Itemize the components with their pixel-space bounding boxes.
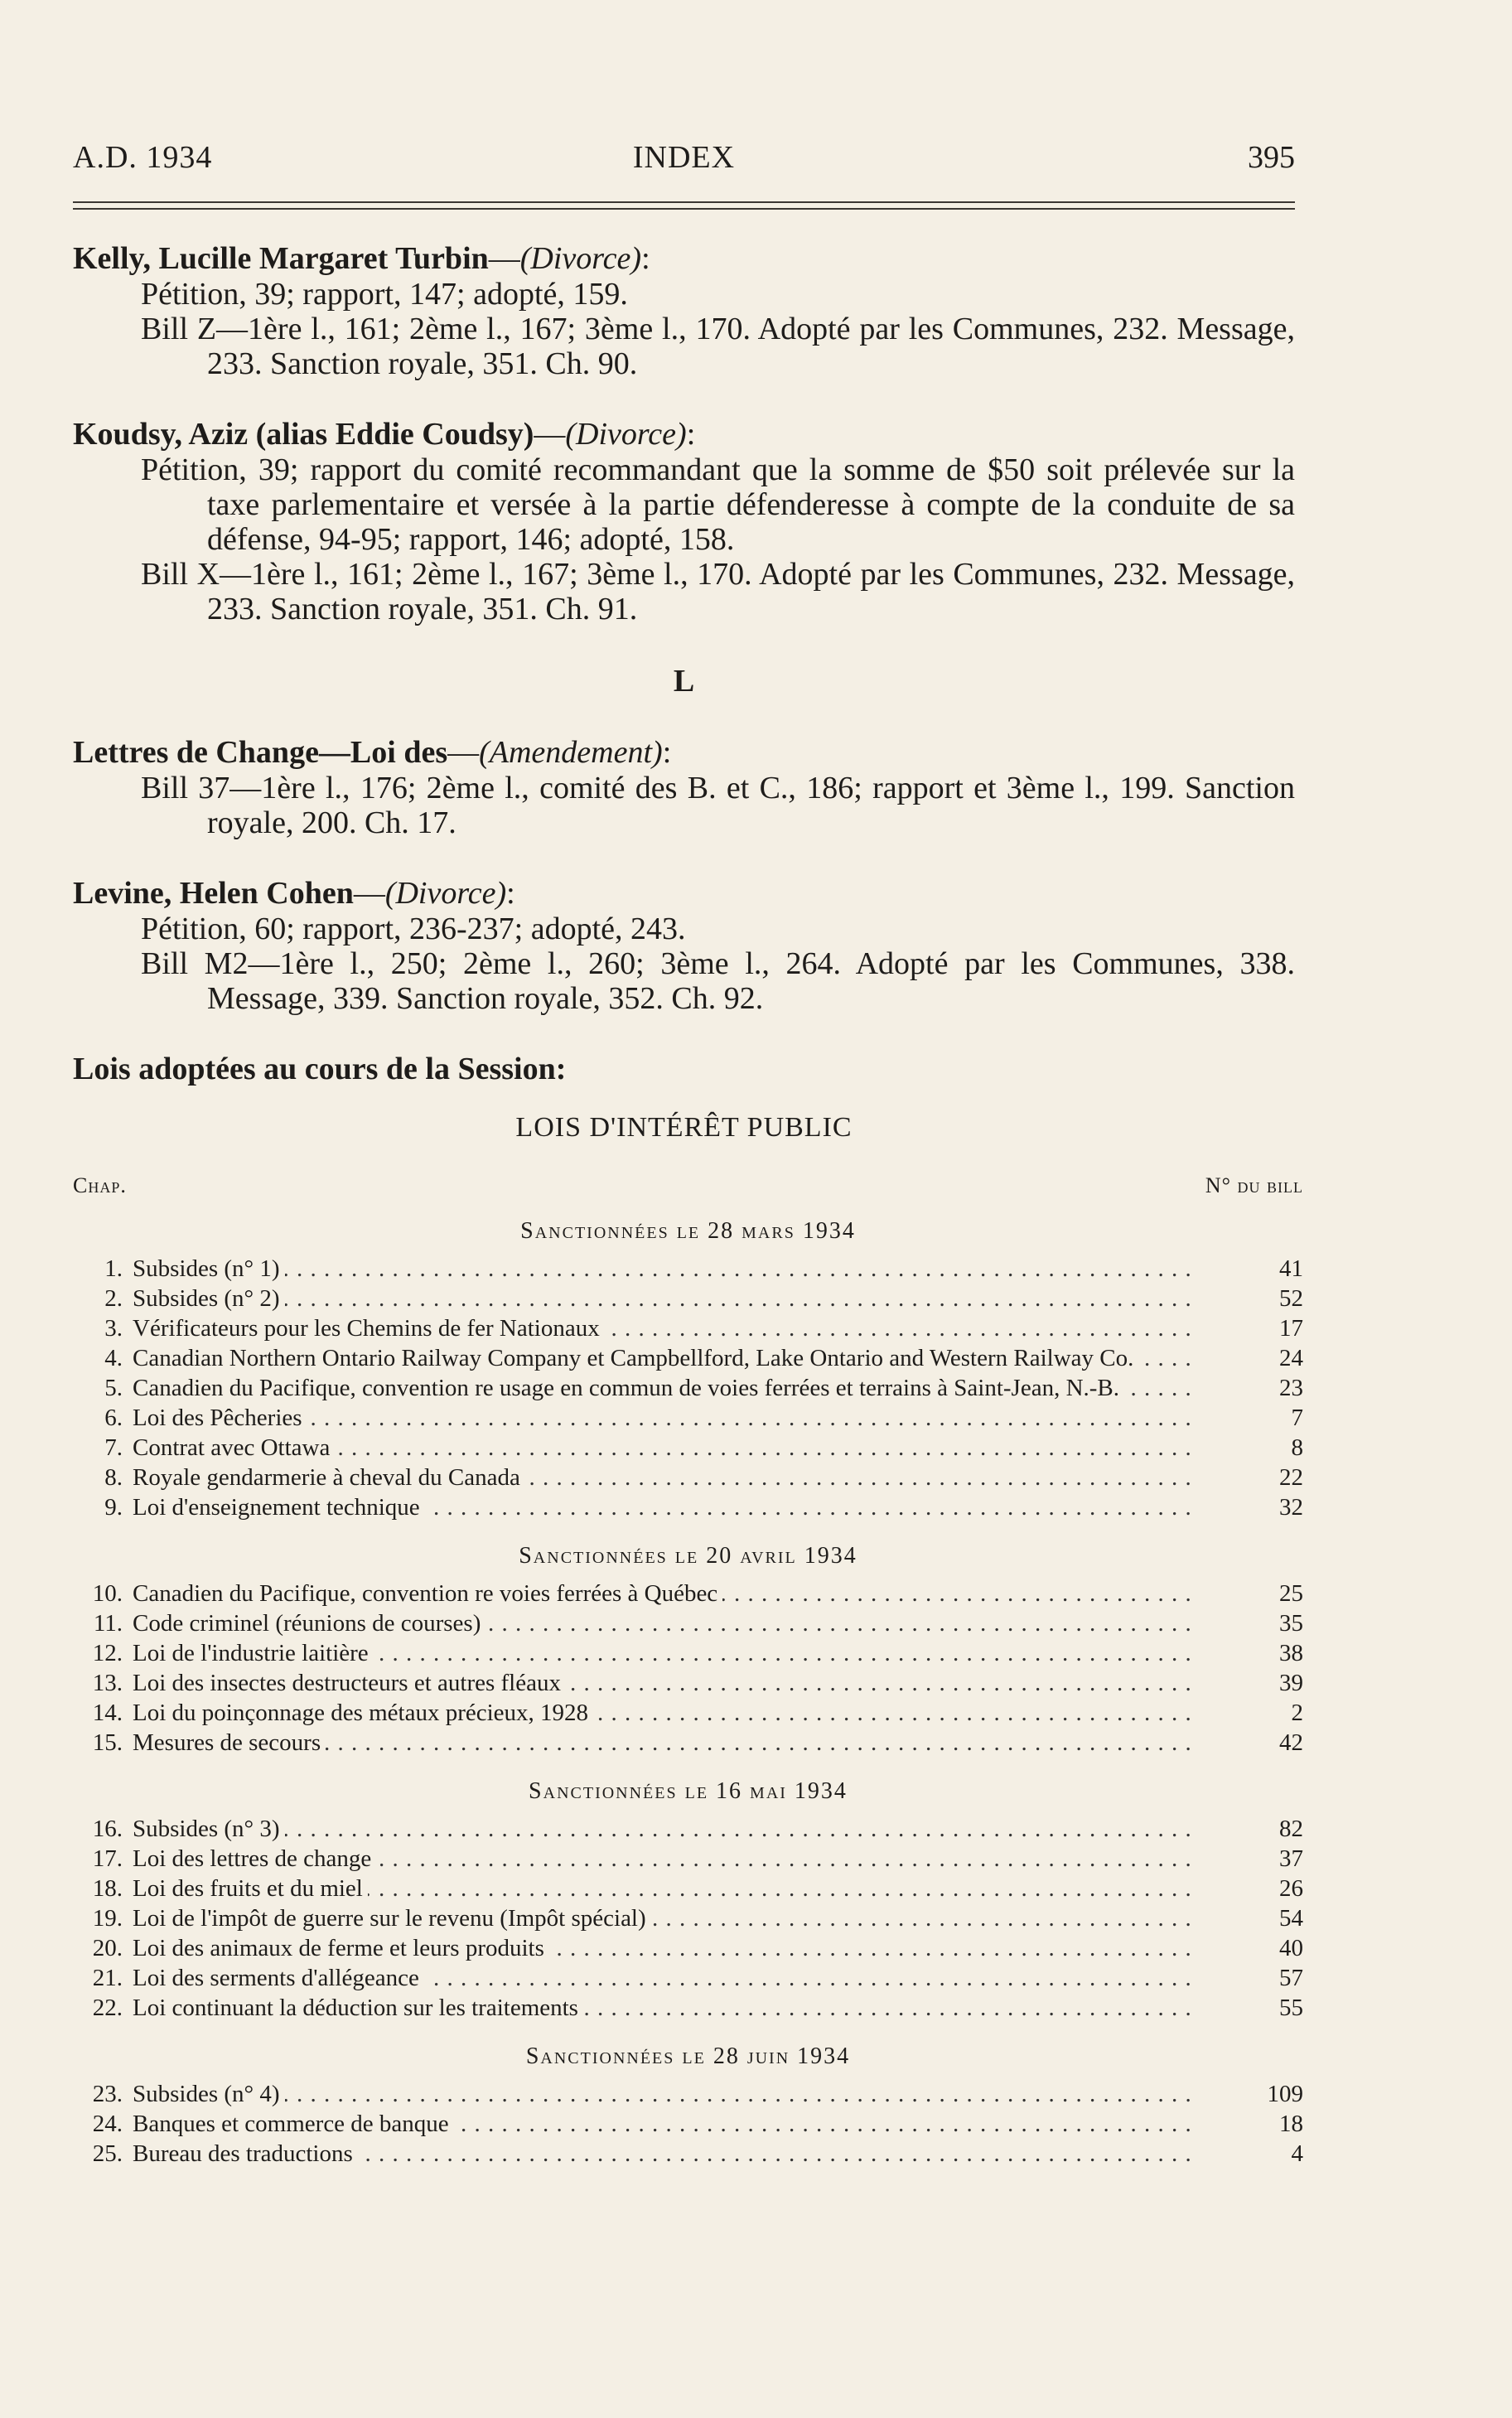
- act-title-text: Loi des Pêcheries: [133, 1405, 307, 1431]
- chapter-number: 23.: [92, 2081, 123, 2107]
- bill-number: 37: [1279, 1845, 1303, 1872]
- entry-heading: [73, 734, 1295, 771]
- chapter-number: 18.: [92, 1875, 123, 1902]
- chapter-number: 19.: [92, 1905, 123, 1932]
- chapter-number: 6.: [104, 1405, 123, 1431]
- act-title-text: Loi des fruits et du miel: [133, 1875, 368, 1902]
- entry-colon: :: [662, 735, 672, 770]
- act-title-text: Loi des insectes destructeurs et autres fléaux: [133, 1670, 566, 1696]
- bill-number: 35: [1279, 1610, 1303, 1637]
- chapter-number: 22.: [92, 1995, 123, 2021]
- entry-type: (Divorce): [384, 876, 507, 911]
- chapter-number: 9.: [104, 1494, 123, 1521]
- header-rule-double: [73, 208, 1295, 210]
- act-title: [133, 1669, 1197, 1697]
- entry-line: Pétition, 60; rapport, 236-237; adopté, 243.: [141, 912, 686, 946]
- table-row: [73, 1873, 1303, 1903]
- table-row: [73, 1667, 1303, 1697]
- act-title-text: Loi de l'impôt de guerre sur le revenu (Impôt spécial): [133, 1905, 651, 1932]
- bill-number: 8: [1291, 1434, 1303, 1461]
- bill-number: 54: [1279, 1905, 1303, 1932]
- entry-separator: —: [353, 876, 385, 911]
- act-title-text: Subsides (n° 2): [133, 1285, 285, 1312]
- entry-separator: —: [488, 241, 520, 276]
- act-title: [133, 1699, 1197, 1727]
- index-entries: [73, 240, 1295, 1149]
- chapter-number: 5.: [104, 1375, 123, 1401]
- act-title-text: Loi de l'industrie laitière: [133, 1640, 374, 1666]
- act-title: [133, 1284, 1197, 1313]
- act-title: [133, 1314, 1197, 1342]
- bill-number: 52: [1279, 1285, 1303, 1312]
- table-group: [73, 1218, 1303, 1521]
- act-title-text: Vérificateurs pour les Chemins de fer Nationaux: [133, 1315, 605, 1342]
- act-title: [133, 1815, 1197, 1843]
- act-title-text: Loi du poinçonnage des métaux précieux, 1928: [133, 1700, 593, 1726]
- act-title-text: Loi d'enseignement technique: [133, 1494, 425, 1521]
- table-row: [73, 1342, 1303, 1372]
- table-row: [73, 1492, 1303, 1521]
- table-group: [73, 2043, 1303, 2168]
- year-label: A.D. 1934: [73, 140, 213, 175]
- bill-number: 55: [1279, 1995, 1303, 2021]
- bill-number: 7: [1291, 1405, 1303, 1431]
- act-title: [133, 2080, 1197, 2108]
- entry-name: Kelly, Lucille Margaret Turbin: [73, 241, 489, 276]
- bill-number: 4: [1291, 2140, 1303, 2167]
- act-title-text: Loi continuant la déduction sur les traitements: [133, 1995, 583, 2021]
- act-title: [133, 1729, 1197, 1757]
- bill-number: 39: [1279, 1670, 1303, 1696]
- table-column-headers: [73, 1168, 1303, 1202]
- act-title-text: Bureau des traductions: [133, 2140, 358, 2167]
- act-title: [133, 1845, 1197, 1873]
- header-rule: [73, 201, 1295, 203]
- entry-line: Bill 37—1ère l., 176; 2ème l., comité des B. et C., 186; rapport et 3ème l., 199. Sanction royale, 200. Ch. 17.: [141, 771, 1295, 840]
- entry-name: Koudsy, Aziz (alias Eddie Coudsy): [73, 417, 534, 452]
- act-title-text: Contrat avec Ottawa: [133, 1434, 335, 1461]
- act-title: [133, 1404, 1197, 1432]
- act-title-text: Loi des animaux de ferme et leurs produits: [133, 1935, 549, 1961]
- table-row: [73, 1253, 1303, 1283]
- lois-title: Lois adoptées au cours de la Session:: [73, 1052, 567, 1086]
- chapter-number: 12.: [92, 1640, 123, 1666]
- entry-heading: [73, 416, 1295, 452]
- act-title: [133, 1934, 1197, 1962]
- running-head: [73, 139, 1295, 182]
- entry-colon: :: [506, 876, 515, 911]
- entry-heading: [73, 875, 1295, 912]
- act-title-text: Code criminel (réunions de courses): [133, 1610, 485, 1637]
- table-row: [73, 1697, 1303, 1727]
- bill-number: 57: [1279, 1965, 1303, 1991]
- entry-line: Pétition, 39; rapport, 147; adopté, 159.: [141, 277, 628, 312]
- chapter-number: 8.: [104, 1464, 123, 1491]
- index-entry: [73, 416, 1295, 626]
- table-group: [73, 1778, 1303, 2022]
- table-group: [73, 1543, 1303, 1757]
- bill-number: 82: [1279, 1816, 1303, 1842]
- table-row: [73, 1637, 1303, 1667]
- table-row: [73, 1313, 1303, 1342]
- act-title-text: Loi des serments d'allégeance: [133, 1965, 424, 1991]
- entries-l: [73, 734, 1295, 1016]
- section-letter: L: [673, 664, 695, 699]
- chapter-number: 1.: [104, 1255, 123, 1282]
- entry-separator: —: [534, 417, 566, 452]
- act-title: [133, 1994, 1197, 2022]
- chapter-number: 3.: [104, 1315, 123, 1342]
- table-groups: [73, 1218, 1303, 2168]
- bill-number: 17: [1279, 1315, 1303, 1342]
- act-title: [133, 1609, 1197, 1637]
- entry-heading: [73, 240, 1295, 277]
- table-row: [73, 1372, 1303, 1402]
- bill-number: 38: [1279, 1640, 1303, 1666]
- act-title-text: Banques et commerce de banque: [133, 2111, 454, 2137]
- chapter-number: 21.: [92, 1965, 123, 1991]
- col-chap: Chap.: [73, 1173, 127, 1197]
- bill-number: 41: [1279, 1255, 1303, 1282]
- lois-subtitle: LOIS D'INTÉRÊT PUBLIC: [515, 1112, 853, 1143]
- chapter-number: 13.: [92, 1670, 123, 1696]
- act-title: [133, 2110, 1197, 2138]
- table-row: [73, 1903, 1303, 1932]
- bill-number: 25: [1279, 1580, 1303, 1607]
- table-row: [73, 1962, 1303, 1992]
- entry-name: Lettres de Change—Loi des: [73, 735, 448, 770]
- act-title: [133, 1434, 1197, 1462]
- act-title: [133, 1344, 1197, 1372]
- bill-number: 23: [1279, 1375, 1303, 1401]
- table-row: [73, 2078, 1303, 2108]
- act-title: [133, 1493, 1197, 1521]
- entry-type: (Amendement): [479, 735, 663, 770]
- table-row: [73, 1813, 1303, 1843]
- entry-line: Pétition, 39; rapport du comité recommandant que la somme de $50 soit prélevée sur la taxe parlementaire et versée à la partie défenderesse à compte de la conduite de sa défense, 94-95; rapport, 146; adopté, 158.: [141, 452, 1295, 557]
- group-heading: Sanctionnées le 28 mars 1934: [520, 1218, 856, 1244]
- chapter-number: 20.: [92, 1935, 123, 1961]
- index-entry: [73, 240, 1295, 381]
- entry-name: Levine, Helen Cohen: [73, 876, 354, 911]
- entry-colon: :: [641, 241, 650, 276]
- entry-separator: —: [447, 735, 480, 770]
- entry-type: (Divorce): [519, 241, 642, 276]
- act-title: [133, 1463, 1197, 1492]
- chapter-number: 24.: [92, 2111, 123, 2137]
- bill-number: 24: [1279, 1345, 1303, 1371]
- group-heading: Sanctionnées le 28 juin 1934: [525, 2043, 851, 2069]
- table-row: [73, 1578, 1303, 1608]
- entry-colon: :: [686, 417, 696, 452]
- act-title-text: Subsides (n° 3): [133, 1816, 285, 1842]
- col-bill: N° du bill: [1205, 1173, 1303, 1197]
- act-title-text: Canadian Northern Ontario Railway Company et Campbellford, Lake Ontario and Western Railway Co.: [133, 1345, 1138, 1371]
- act-title-text: Canadien du Pacifique, convention re usage en commun de voies ferrées et terrains à Saint-Jean, N.-B.: [133, 1375, 1124, 1401]
- table-row: [73, 1992, 1303, 2022]
- entries-k: [73, 240, 1295, 626]
- bill-number: 26: [1279, 1875, 1303, 1902]
- table-row: [73, 1727, 1303, 1757]
- chapter-number: 16.: [92, 1816, 123, 1842]
- bill-number: 32: [1279, 1494, 1303, 1521]
- group-heading: Sanctionnées le 20 avril 1934: [519, 1543, 857, 1569]
- act-title: [133, 1255, 1197, 1283]
- chapter-number: 2.: [104, 1285, 123, 1312]
- bill-number: 2: [1291, 1700, 1303, 1726]
- bill-number: 40: [1279, 1935, 1303, 1961]
- bill-number: 109: [1267, 2081, 1303, 2107]
- act-title: [133, 2140, 1197, 2168]
- entry-line: Bill X—1ère l., 161; 2ème l., 167; 3ème l., 170. Adopté par les Communes, 232. Message, 233. Sanction royale, 351. Ch. 91.: [141, 557, 1295, 626]
- act-title-text: Subsides (n° 4): [133, 2081, 285, 2107]
- act-title: [133, 1904, 1197, 1932]
- chapter-number: 11.: [93, 1610, 123, 1637]
- chapter-number: 10.: [92, 1580, 123, 1607]
- act-title: [133, 1579, 1197, 1608]
- index-entry: [73, 734, 1295, 840]
- table-row: [73, 1932, 1303, 1962]
- table-row: [73, 1462, 1303, 1492]
- act-title-text: Canadien du Pacifique, convention re voies ferrées à Québec: [133, 1580, 722, 1607]
- entry-line: Bill Z—1ère l., 161; 2ème l., 167; 3ème l., 170. Adopté par les Communes, 232. Message, 233. Sanction royale, 351. Ch. 90.: [141, 312, 1295, 381]
- chapter-number: 14.: [92, 1700, 123, 1726]
- table-row: [73, 1283, 1303, 1313]
- act-title-text: Subsides (n° 1): [133, 1255, 285, 1282]
- table-row: [73, 1843, 1303, 1873]
- table-row: [73, 1402, 1303, 1432]
- act-title-text: Loi des lettres de change: [133, 1845, 376, 1872]
- table-row: [73, 1432, 1303, 1462]
- entry-line: Bill M2—1ère l., 250; 2ème l., 260; 3ème l., 264. Adopté par les Communes, 338. Message, 339. Sanction royale, 352. Ch. 92.: [141, 946, 1295, 1016]
- table-row: [73, 1608, 1303, 1637]
- act-title-text: Royale gendarmerie à cheval du Canada: [133, 1464, 525, 1491]
- index-entry: [73, 875, 1295, 1016]
- chapter-number: 15.: [92, 1729, 123, 1756]
- act-title: [133, 1964, 1197, 1992]
- entry-type: (Divorce): [565, 417, 687, 452]
- chapter-number: 17.: [92, 1845, 123, 1872]
- lois-table: [73, 1168, 1303, 2168]
- group-heading: Sanctionnées le 16 mai 1934: [529, 1778, 848, 1804]
- act-title-text: Mesures de secours: [133, 1729, 326, 1756]
- act-title: [133, 1374, 1197, 1402]
- bill-number: 18: [1279, 2111, 1303, 2137]
- act-title: [133, 1874, 1197, 1903]
- table-row: [73, 2138, 1303, 2168]
- chapter-number: 25.: [92, 2140, 123, 2167]
- chapter-number: 4.: [104, 1345, 123, 1371]
- act-title: [133, 1639, 1197, 1667]
- bill-number: 42: [1279, 1729, 1303, 1756]
- table-row: [73, 2108, 1303, 2138]
- page-title: INDEX: [632, 140, 736, 175]
- page-number: 395: [1248, 140, 1295, 175]
- chapter-number: 7.: [104, 1434, 123, 1461]
- bill-number: 22: [1279, 1464, 1303, 1491]
